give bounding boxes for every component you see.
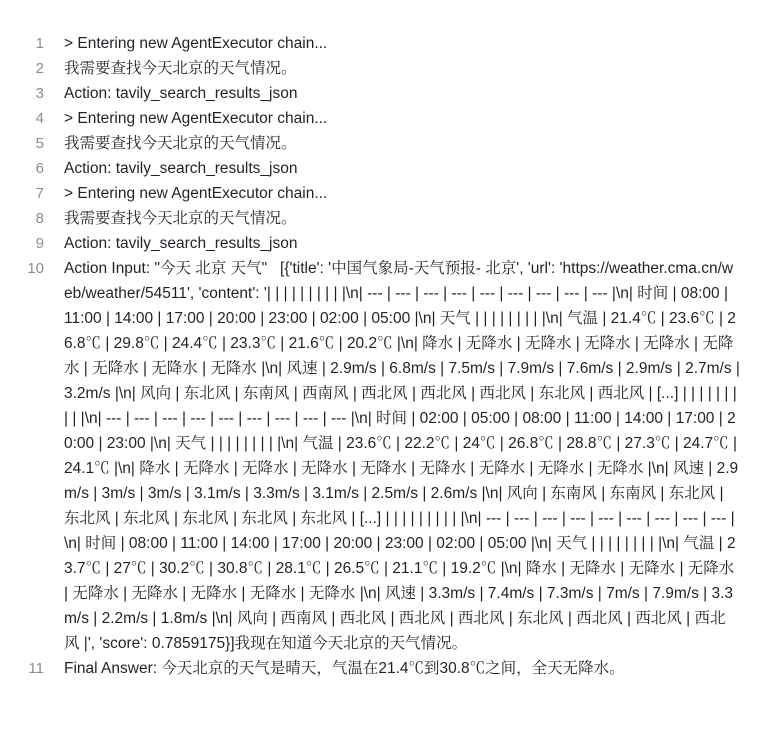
line-text: > Entering new AgentExecutor chain... [64, 185, 328, 202]
line-number: 1 [35, 35, 44, 52]
line-number: 3 [35, 85, 44, 102]
code-line [0, 231, 757, 256]
line-text: Action: tavily_search_results_json [64, 85, 298, 102]
code-line [0, 181, 757, 206]
line-number: 7 [35, 185, 44, 202]
code-line [0, 156, 757, 181]
line-number: 10 [27, 260, 44, 277]
line-text: 我需要查找今天北京的天气情况。 [64, 135, 297, 152]
line-text: Action: tavily_search_results_json [64, 160, 298, 177]
code-line [0, 106, 757, 131]
line-text: Action: tavily_search_results_json [64, 235, 298, 252]
line-number: 8 [35, 210, 44, 227]
line-text: 我需要查找今天北京的天气情况。 [64, 210, 297, 227]
code-line [0, 56, 757, 81]
line-text: > Entering new AgentExecutor chain... [64, 35, 328, 52]
line-text: Final Answer: 今天北京的天气是晴天，气温在21.4℃到30.8℃之间，全天无降水。 [64, 660, 625, 677]
line-text: Action Input: "今天 北京 天气" [{'title': '中国气象局-天气预报- 北京', 'url': 'https://weather.cma.cn/web/weather/54511', 'content': '| | | | | | | | | |\n| --- | --- | --- | --- | --- | --- | --- | --- | --- |\n| 时间 | 08:00 | 11:00 | 14:00 | 17:00 | 20:00 | 23:00 | 02:00 | 05:00 |\n| 天气 | | | | | | | | |\n| 气温 | 21.4℃ | 23.6℃ | 26.8℃ | 29.8℃ | 24.4℃ | 23.3℃ | 21.6℃ | 20.2℃ |\n| 降水 | 无降水 | 无降水 | 无降水 | 无降水 | 无降水 | 无降水 | 无降水 | 无降水 |\n| 风速 | 2.9m/s | 6.8m/s | 7.5m/s | 7.9m/s | 7.6m/s | 2.9m/s | 2.7m/s | 3.2m/s |\n| 风向 | 东北风 | 东南风 | 西南风 | 西北风 | 西北风 | 西北风 | 东北风 | 西北风 | [...] | | | | | | | | | |\n| --- | --- | --- | --- | --- | --- | --- | --- | --- |\n| 时间 | 02:00 | 05:00 | 08:00 | 11:00 | 14:00 | 17:00 | 20:00 | 23:00 |\n| 天气 | | | | | | | | |\n| 气温 | 23.6℃ | 22.2℃ | 24℃ | 26.8℃ | 28.8℃ | 27.3℃ | 24.7℃ | 24.1℃ |\n| 降水 | 无降水 | 无降水 | 无降水 | 无降水 | 无降水 | 无降水 | 无降水 | 无降水 |\n| 风速 | 2.9m/s | 3m/s | 3m/s | 3.1m/s | 3.3m/s | 3.1m/s | 2.5m/s | 2.6m/s |\n| 风向 | 东南风 | 东南风 | 东北风 | 东北风 | 东北风 | 东北风 | 东北风 | 东北风 | [...] | | | | | | | | | |\n| --- | --- | --- | --- | --- | --- | --- | --- | --- |\n| 时间 | 08:00 | 11:00 | 14:00 | 17:00 | 20:00 | 23:00 | 02:00 | 05:00 |\n| 天气 | | | | | | | | |\n| 气温 | 23.7℃ | 27℃ | 30.2℃ | 30.8℃ | 28.1℃ | 26.5℃ | 21.1℃ | 19.2℃ |\n| 降水 | 无降水 | 无降水 | 无降水 | 无降水 | 无降水 | 无降水 | 无降水 | 无降水 |\n| 风速 | 3.3m/s | 7.4m/s | 7.3m/s | 7m/s | 7.9m/s | 3.3m/s | 2.2m/s | 1.8m/s |\n| 风向 | 西南风 | 西北风 | 西北风 | 西北风 | 东北风 | 西北风 | 西北风 | 西北风 |', 'score': 0.7859175}]我现在知道今天北京的天气情况。 [64, 260, 745, 652]
code-line [0, 206, 757, 231]
code-line [0, 656, 757, 681]
code-line [0, 81, 757, 106]
code-line [0, 256, 757, 656]
line-number: 4 [35, 110, 44, 127]
code-line [0, 31, 757, 56]
code-line [0, 131, 757, 156]
line-number: 6 [35, 160, 44, 177]
line-text: 我需要查找今天北京的天气情况。 [64, 60, 297, 77]
line-number: 11 [28, 660, 44, 677]
line-number: 2 [35, 60, 44, 77]
line-text: > Entering new AgentExecutor chain... [64, 110, 328, 127]
line-number: 9 [35, 235, 44, 252]
code-view [0, 31, 757, 681]
line-number: 5 [35, 135, 44, 152]
